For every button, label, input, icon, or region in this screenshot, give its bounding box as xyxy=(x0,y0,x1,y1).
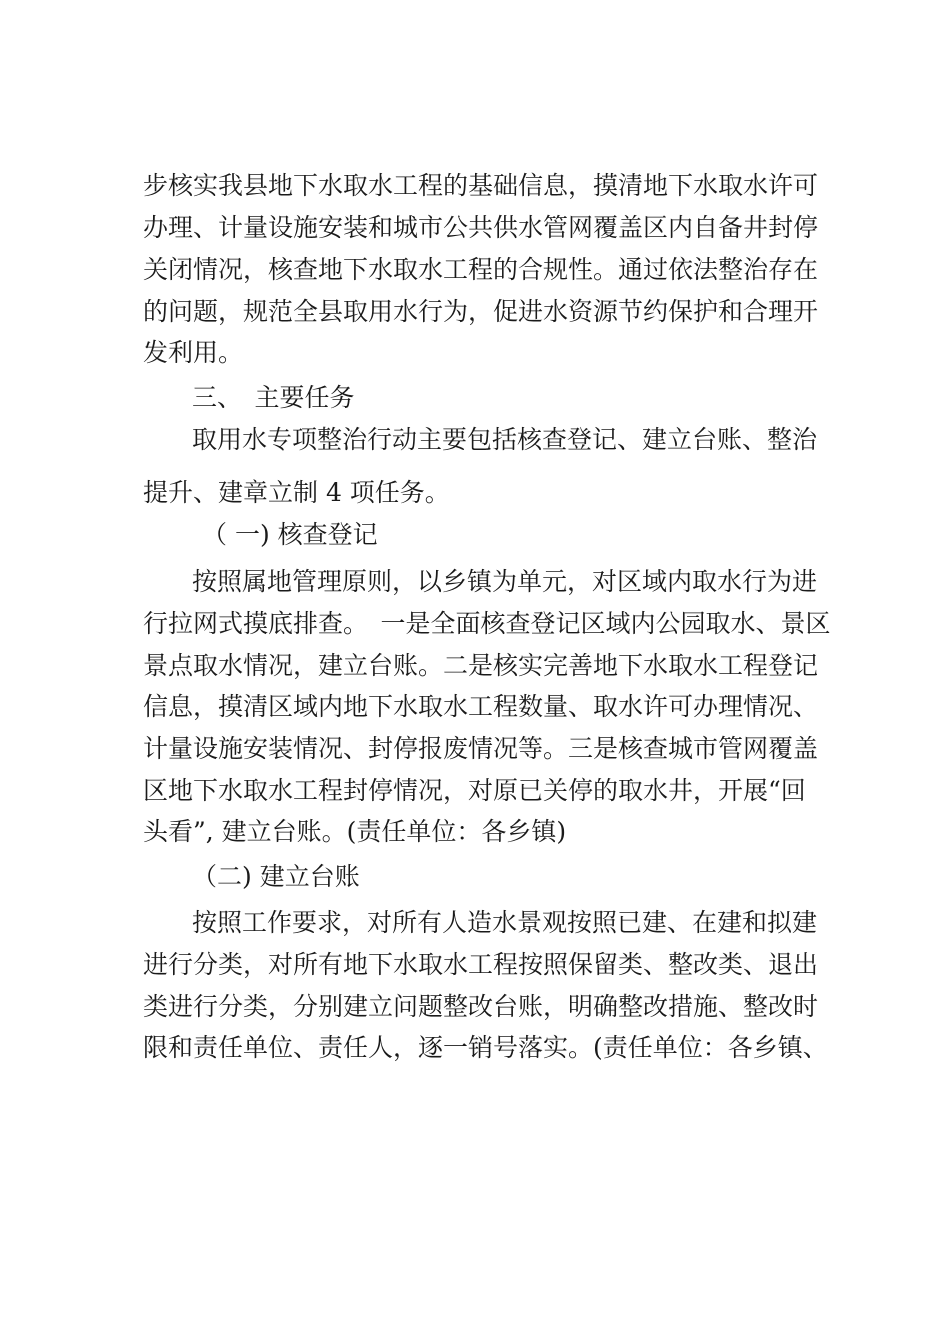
body-text-line: 发利用。 xyxy=(143,338,244,367)
subsection-heading: （二) 建立台账 xyxy=(192,862,360,891)
body-text-line: 景点取水情况，建立台账。二是核实完善地下水取水工程登记 xyxy=(143,651,819,680)
body-text-line: 步核实我县地下水取水工程的基础信息，摸清地下水取水许可 xyxy=(143,171,819,200)
subsection-heading: （ 一) 核查登记 xyxy=(202,520,378,549)
body-text-line: 提升、建章立制 4 项任务。 xyxy=(143,478,450,507)
body-text-line: 头看”, 建立台账。(责任单位：各乡镇) xyxy=(143,817,567,846)
body-text-line: 按照属地管理原则，以乡镇为单元，对区域内取水行为进 xyxy=(192,567,818,596)
body-text-line: 信息，摸清区域内地下水取水工程数量、取水许可办理情况、 xyxy=(143,692,819,721)
body-text-line: 的问题，规范全县取用水行为，促进水资源节约保护和合理开 xyxy=(143,297,819,326)
body-text-line: 关闭情况，核查地下水取水工程的合规性。通过依法整治存在 xyxy=(143,255,819,284)
body-text-line: 类进行分类，分别建立问题整改台账，明确整改措施、整改时 xyxy=(143,992,819,1021)
body-text-line: 计量设施安装情况、封停报废情况等。三是核查城市管网覆盖 xyxy=(143,734,819,763)
body-text-line: 限和责任单位、责任人，逐一销号落实。(责任单位：各乡镇、 xyxy=(143,1033,828,1062)
body-text-line: 办理、计量设施安装和城市公共供水管网覆盖区内自备井封停 xyxy=(143,213,819,242)
body-text-line: 区地下水取水工程封停情况，对原已关停的取水井，开展“回 xyxy=(143,776,806,805)
body-text-line: 取用水专项整治行动主要包括核查登记、建立台账、整治 xyxy=(192,425,818,454)
body-text-line: 进行分类，对所有地下水取水工程按照保留类、整改类、退出 xyxy=(143,950,819,979)
body-text-line: 按照工作要求，对所有人造水景观按照已建、在建和拟建 xyxy=(192,908,818,937)
section-heading: 三、 主要任务 xyxy=(192,383,355,412)
body-text-line: 行拉网式摸底排查。 一是全面核查登记区域内公园取水、景区 xyxy=(143,609,831,638)
